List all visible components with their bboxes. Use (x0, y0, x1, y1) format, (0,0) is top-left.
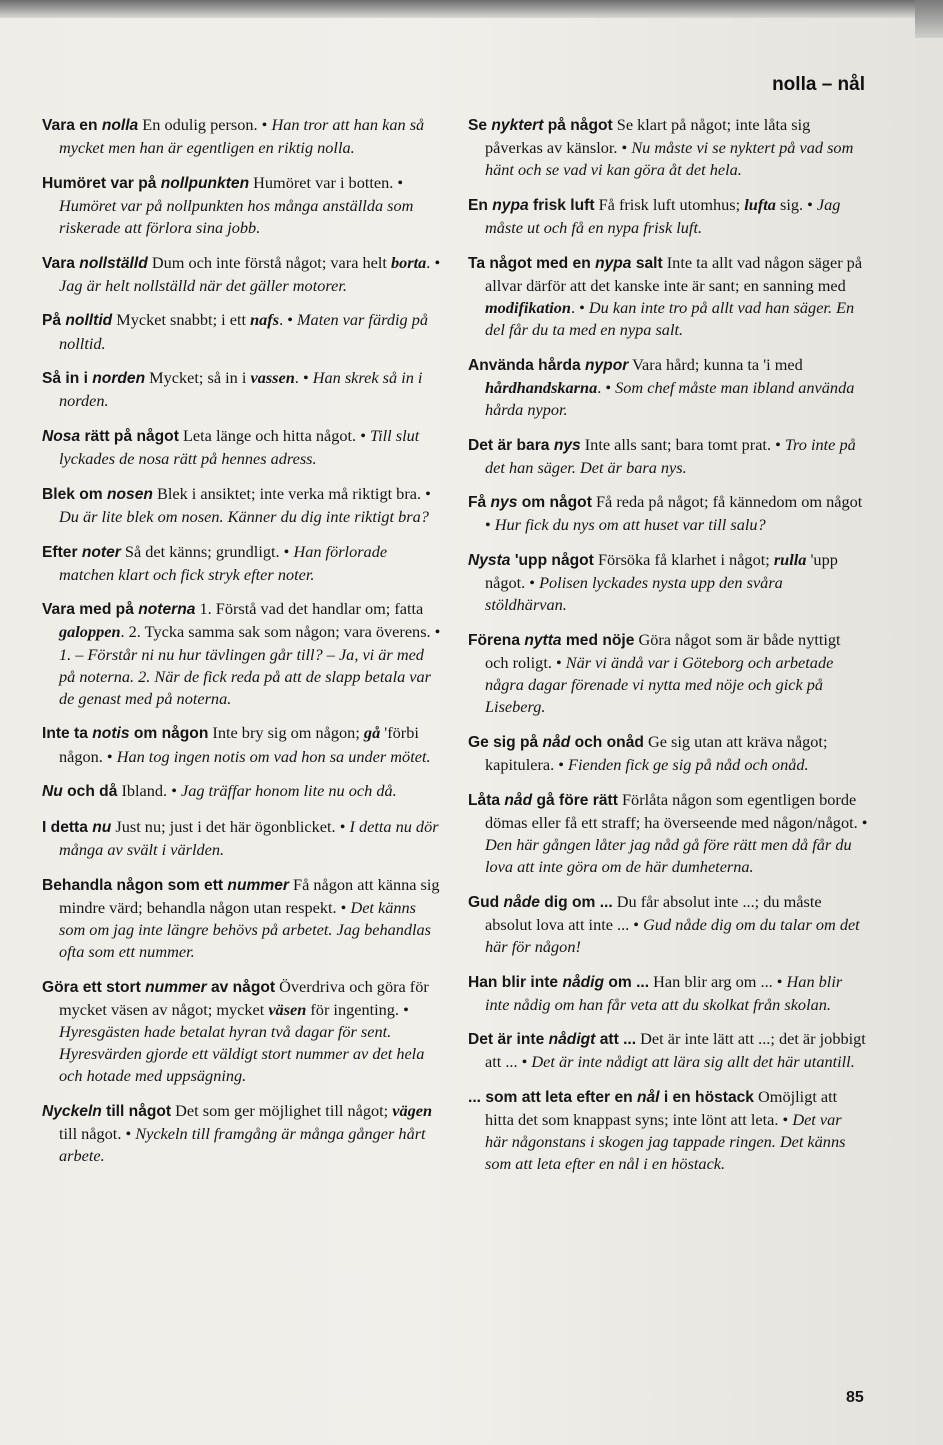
headword-text: Behandla någon som ett (42, 876, 228, 894)
dictionary-entry-se-nyktert-pa-nagot (468, 114, 868, 181)
definition-text: Dum och inte förstå något; vara helt (147, 252, 391, 272)
cross-reference: borta (391, 252, 427, 272)
headword-keyword: nådig (562, 973, 605, 991)
definition-text: Få reda på något; få kännedom om något • (485, 492, 863, 535)
headword-keyword: norden (92, 370, 146, 388)
dictionary-entry-lata-nad-ga-fore-ratt (468, 789, 868, 878)
headword-text: Göra ett stort (42, 978, 146, 996)
definition-text: . 2. Tycka samma sak som någon; vara överens. • (120, 622, 441, 642)
example-sentence: 1. – Förstår ni nu hur tävlingen går till? – Ja, vi är med på noterna. 2. När de fick reda på att de slapp betala var de genast med på noterna. (59, 644, 432, 708)
entry-headword (42, 783, 117, 800)
headword-text: Förena (468, 631, 525, 649)
right-column (468, 114, 868, 1188)
dictionary-entry-i-detta-nu (42, 816, 442, 861)
headword-keyword: nypor (584, 356, 629, 374)
headword-keyword: nummer (227, 876, 289, 894)
entry-headword (468, 792, 618, 809)
headword-text: på något (543, 117, 613, 134)
definition-text: Få någon att känna sig mindre värd; behandla någon utan respekt. • (59, 874, 440, 917)
definition-text: Det som ger möjlighet till något; (171, 1100, 393, 1120)
cross-reference: väsen (268, 999, 307, 1019)
example-sentence: Jag träffar honom lite nu och då. (180, 781, 397, 801)
headword-keyword: nål (636, 1089, 660, 1107)
headword-text: dig om ... (539, 893, 613, 911)
example-sentence: Du kan inte tro på allt vad han säger. En del får du ta med en nypa salt. (485, 297, 855, 339)
example-sentence: Fienden fick ge sig på nåd och onåd. (568, 755, 809, 774)
example-sentence: Jag måste ut och få en nypa frisk luft. (485, 194, 841, 237)
definition-text: 'förbi någon. • (59, 723, 419, 766)
headword-text: Så in i (42, 370, 93, 388)
definition-text: . • (279, 310, 297, 330)
definition-text: Mycket; så in i (145, 368, 251, 388)
entry-headword (468, 894, 613, 911)
headword-keyword: nummer (145, 978, 207, 996)
headword-text: Det är bara (468, 436, 554, 454)
headword-text: Vara en (42, 117, 102, 134)
example-sentence: Det är inte nådigt att lära sig allt det här utantill. (531, 1052, 855, 1072)
headword-text: Ge sig på (468, 733, 543, 751)
example-sentence: Som chef måste man ibland använda hårda nypor. (485, 377, 855, 419)
headword-text: med nöje (561, 631, 635, 649)
definition-text: Få frisk luft utomhus; (594, 194, 745, 214)
definition-text: Du får absolut inte ...; du måste absolut lova att inte ... • (485, 891, 822, 934)
definition-text: till något. • (59, 1123, 136, 1143)
headword-text: gå före rätt (532, 791, 618, 809)
dictionary-entry-sa-in-i-norden (42, 367, 442, 412)
headword-text: Humöret var på (42, 174, 161, 192)
entry-headword (468, 974, 649, 991)
cross-reference: nafs (250, 310, 280, 330)
entry-headword (468, 117, 613, 134)
dictionary-entry-inte-ta-notis-om-nagon (42, 722, 442, 767)
headword-text: Ta något med en (468, 254, 596, 272)
headword-text: om någon (129, 725, 209, 743)
example-sentence: Han skrek så in i norden. (59, 368, 423, 411)
definition-text: Överdriva och göra för mycket väsen av något; mycket (59, 976, 429, 1019)
headword-text: om något (517, 494, 592, 512)
definition-text: Ge sig utan att kräva något; kapitulera. • (485, 731, 828, 774)
headword-keyword: nådigt (548, 1031, 596, 1049)
headword-keyword: nyktert (491, 117, 544, 134)
definition-text: Inte bry sig om någon; (208, 723, 364, 743)
dictionary-entry-forena-nytta-med-noje (468, 629, 868, 718)
entry-headword (42, 175, 249, 192)
entry-headword (468, 552, 594, 569)
definition-text: Inte ta allt vad någon säger på allvar därför att det kanske inte är sant; en sanning med (485, 252, 863, 295)
example-sentence: Den här gången låter jag nåd gå före rätt men då får du lova att inte göra om de här dumheterna. (485, 834, 852, 876)
entry-headword (468, 255, 663, 272)
dictionary-entry-nosa-ratt-pa-nagot (42, 425, 442, 470)
definition-text: . • (294, 368, 313, 388)
dictionary-entry-ge-sig-pa-nad-och-onad (468, 731, 868, 776)
definition-text: Så det känns; grundligt. • (120, 541, 294, 561)
headword-text: I detta (42, 818, 93, 836)
definition-text: Se klart på något; inte låta sig påverkas av känslor. • (485, 115, 811, 158)
headword-text: Se (468, 117, 492, 134)
example-sentence: Nyckeln till framgång är många gånger hårt arbete. (59, 1123, 426, 1165)
headword-keyword: nys (490, 494, 518, 512)
headword-text: Gud (468, 893, 504, 911)
example-sentence: Tro inte på det han säger. Det är bara nys. (485, 434, 856, 477)
headword-text: att ... (595, 1031, 637, 1049)
headword-keyword: nolla (101, 117, 139, 134)
dictionary-entry-som-att-leta-efter-en-nal (468, 1086, 868, 1175)
example-sentence: I detta nu dör många av svält i världen. (59, 816, 439, 859)
definition-text: Blek i ansiktet; inte verka må riktigt bra. • (152, 483, 431, 503)
page-top-corner (915, 0, 943, 38)
entry-headword (468, 734, 644, 751)
entry-headword (468, 1089, 754, 1106)
running-header: nolla – nål (772, 74, 865, 95)
example-sentence: Han tog ingen notis om vad hon sa under mötet. (116, 746, 431, 766)
example-sentence: Han blir inte nådig om han får veta att du skolkat från skolan. (485, 971, 843, 1014)
headword-keyword: nollpunkten (160, 174, 250, 192)
definition-text: Leta länge och hitta något. • (178, 426, 370, 445)
entry-headword (42, 725, 208, 742)
dictionary-entry-fa-nys-om-nagot (468, 491, 868, 536)
example-sentence: Du är lite blek om nosen. Känner du dig inte riktigt bra? (59, 506, 429, 526)
headword-keyword: Nu (42, 783, 63, 801)
headword-text: Använda hårda (468, 356, 585, 374)
headword-keyword: notis (92, 725, 130, 743)
example-sentence: Hur fick du nys om att huset var till salu? (494, 515, 766, 535)
entry-headword (468, 632, 634, 649)
definition-text: Mycket snabbt; i ett (112, 310, 251, 330)
cross-reference: modifikation (485, 297, 571, 317)
definition-text: . • (426, 252, 441, 272)
headword-keyword: nåd (542, 733, 571, 751)
dictionary-entry-vara-nollstalld (42, 252, 442, 297)
dictionary-entry-vara-med-pa-noterna (42, 598, 442, 709)
definition-text: Vara hård; kunna ta 'i med (628, 354, 803, 374)
cross-reference: vägen (392, 1100, 433, 1120)
dictionary-entry-vara-en-nolla (42, 114, 442, 159)
entry-headword (42, 877, 289, 894)
dictionary-entry-gud-nade-dig-om (468, 891, 868, 958)
headword-keyword: nolltid (65, 312, 113, 330)
example-sentence: Till slut lyckades de nosa rätt på hennes adress. (59, 426, 420, 469)
dictionary-entry-behandla-nagon-som-ett-nummer (42, 874, 442, 963)
entry-headword (468, 1031, 636, 1048)
dictionary-entry-nysta-upp-nagot (468, 549, 868, 616)
headword-text: En (468, 196, 493, 214)
cross-reference: gå (363, 723, 381, 743)
dictionary-entry-nu-och-da (42, 780, 442, 803)
definition-text: 'upp något. • (485, 550, 838, 593)
headword-keyword: Nosa (42, 428, 81, 445)
example-sentence: Maten var färdig på nolltid. (59, 310, 428, 353)
example-sentence: Humöret var på nollpunkten hos många anställda som riskerade att förlora sina jobb. (59, 195, 414, 237)
entry-headword (42, 1103, 171, 1120)
headword-text: frisk luft (528, 196, 595, 214)
headword-text: om ... (604, 973, 650, 991)
page-number: 85 (846, 1389, 864, 1406)
example-sentence: Nu måste vi se nyktert på vad som hänt och se vad vi kan göra åt det hela. (485, 138, 854, 180)
headword-keyword: Nysta (468, 552, 511, 570)
headword-text: salt (631, 254, 663, 272)
cross-reference: galoppen (59, 622, 121, 642)
entry-headword (42, 370, 145, 387)
definition-text: Försöka få klarhet i något; (593, 550, 774, 570)
headword-keyword: nypa (595, 254, 632, 272)
dictionary-entry-gora-ett-stort-nummer (42, 976, 442, 1087)
headword-text: i en höstack (659, 1089, 754, 1107)
headword-keyword: noterna (138, 601, 196, 619)
entry-headword (42, 255, 148, 272)
dictionary-entry-anvanda-harda-nypor (468, 354, 868, 421)
definition-text: En odulig person. • (138, 115, 272, 134)
headword-text: Få (468, 494, 491, 512)
headword-text: Vara med på (42, 601, 139, 619)
headword-keyword: nosen (107, 485, 153, 503)
dictionary-entry-det-ar-inte-nadigt-att (468, 1028, 868, 1073)
headword-text: Vara (42, 254, 80, 272)
entry-headword (468, 197, 595, 214)
definition-text: 1. Förstå vad det handlar om; fatta (195, 599, 424, 619)
headword-text: Efter (42, 543, 82, 561)
entry-headword (42, 979, 275, 996)
example-sentence: Hyresgästen hade betalat hyran två dagar för sent. Hyresvärden gjorde ett väldigt stort nummer av det hela och hotade med uppsägning. (59, 1021, 425, 1085)
entry-headword (468, 357, 628, 374)
entry-headword (42, 312, 112, 329)
dictionary-entry-humoret-var-pa-nollpunkten (42, 172, 442, 239)
example-sentence: Han tror att han kan så mycket men han är egentligen en riktig nolla. (59, 115, 425, 158)
headword-keyword: nypa (492, 196, 529, 214)
cross-reference: lufta (744, 194, 776, 214)
example-sentence: Han förlorade matchen klart och fick stryk efter noter. (59, 541, 388, 584)
example-sentence: Det var här någonstans i skogen jag tappade ringen. Det känns som att leta efter en nål i en höstack. (485, 1110, 846, 1174)
entry-headword (42, 428, 179, 445)
example-sentence: När vi ändå var i Göteborg och arbetade några dagar förenade vi nytta med nöje och gick på Liseberg. (485, 653, 834, 717)
definition-text: Han blir arg om ... • (649, 971, 787, 991)
definition-text: för ingenting. • (306, 999, 409, 1019)
definition-text: Ibland. • (117, 781, 181, 801)
definition-text: . • (570, 297, 589, 317)
headword-keyword: Nyckeln (42, 1102, 102, 1120)
entry-headword (468, 494, 592, 511)
definition-text: Humöret var i botten. • (249, 172, 404, 192)
entry-headword (42, 486, 153, 503)
definition-text: Det är inte lätt att ...; det är jobbigt att ... • (485, 1029, 866, 1072)
headword-keyword: nåd (504, 791, 533, 809)
dictionary-entry-han-blir-inte-nadig-om (468, 971, 868, 1016)
dictionary-entry-nyckeln-till-nagot (42, 1100, 442, 1167)
definition-text: sig. • (775, 194, 817, 214)
example-sentence: Jag är helt nollställd när det gäller motorer. (59, 275, 347, 295)
dictionary-entry-det-ar-bara-nys (468, 434, 868, 479)
headword-text: Det är inte (468, 1031, 549, 1049)
headword-text: 'upp något (510, 552, 594, 570)
example-sentence: Gud nåde dig om du talar om det här för någon! (485, 914, 860, 956)
headword-text: och onåd (570, 733, 644, 751)
dictionary-entry-ta-nagot-med-en-nypa-salt (468, 252, 868, 341)
dictionary-entry-pa-nolltid (42, 309, 442, 354)
entry-headword (42, 819, 111, 836)
headword-text: ... som att leta efter en (468, 1089, 637, 1107)
headword-text: På (42, 312, 66, 330)
definition-text: Just nu; just i det här ögonblicket. • (111, 816, 350, 836)
headword-keyword: nåde (503, 893, 540, 911)
example-sentence: Det känns som om jag inte längre behövs på arbetet. Jag behandlas ofta som ett nummer. (59, 897, 432, 961)
example-sentence: Polisen lyckades nysta upp den svåra stöldhärvan. (485, 573, 783, 615)
cross-reference: rulla (773, 550, 807, 570)
headword-text: av något (206, 978, 276, 996)
definition-text: Inte alls sant; bara tomt prat. • (580, 434, 785, 454)
headword-text: Inte ta (42, 725, 93, 743)
dictionary-entry-blek-om-nosen (42, 483, 442, 528)
headword-text: och då (62, 783, 118, 801)
headword-text: till något (101, 1102, 172, 1120)
left-column (42, 114, 442, 1180)
headword-keyword: nollställd (79, 254, 148, 272)
definition-text: Göra något som är både nyttigt och roligt. • (485, 629, 841, 673)
headword-text: Blek om (42, 485, 107, 503)
entry-headword (42, 117, 138, 134)
definition-text: Förlåta någon som egentligen borde dömas eller få ett straff; ha överseende med någon/något. • (485, 789, 868, 832)
definition-text: . • (597, 377, 616, 397)
headword-text: rätt på något (80, 428, 179, 445)
page-top-edge (0, 0, 943, 18)
headword-keyword: nytta (524, 631, 562, 649)
headword-keyword: nu (92, 818, 112, 836)
entry-headword (468, 437, 581, 454)
entry-headword (42, 601, 195, 618)
headword-keyword: nys (553, 436, 581, 454)
dictionary-entry-en-nypa-frisk-luft (468, 194, 868, 239)
cross-reference: hårdhandskarna (485, 377, 598, 397)
headword-text: Han blir inte (468, 973, 563, 991)
headword-text: Låta (468, 791, 505, 809)
cross-reference: vassen (250, 368, 295, 388)
entry-headword (42, 544, 121, 561)
dictionary-entry-efter-noter (42, 541, 442, 586)
headword-keyword: noter (81, 543, 121, 561)
definition-text: Omöjligt att hitta det som knappast syns; inte lönt att leta. • (485, 1087, 838, 1130)
